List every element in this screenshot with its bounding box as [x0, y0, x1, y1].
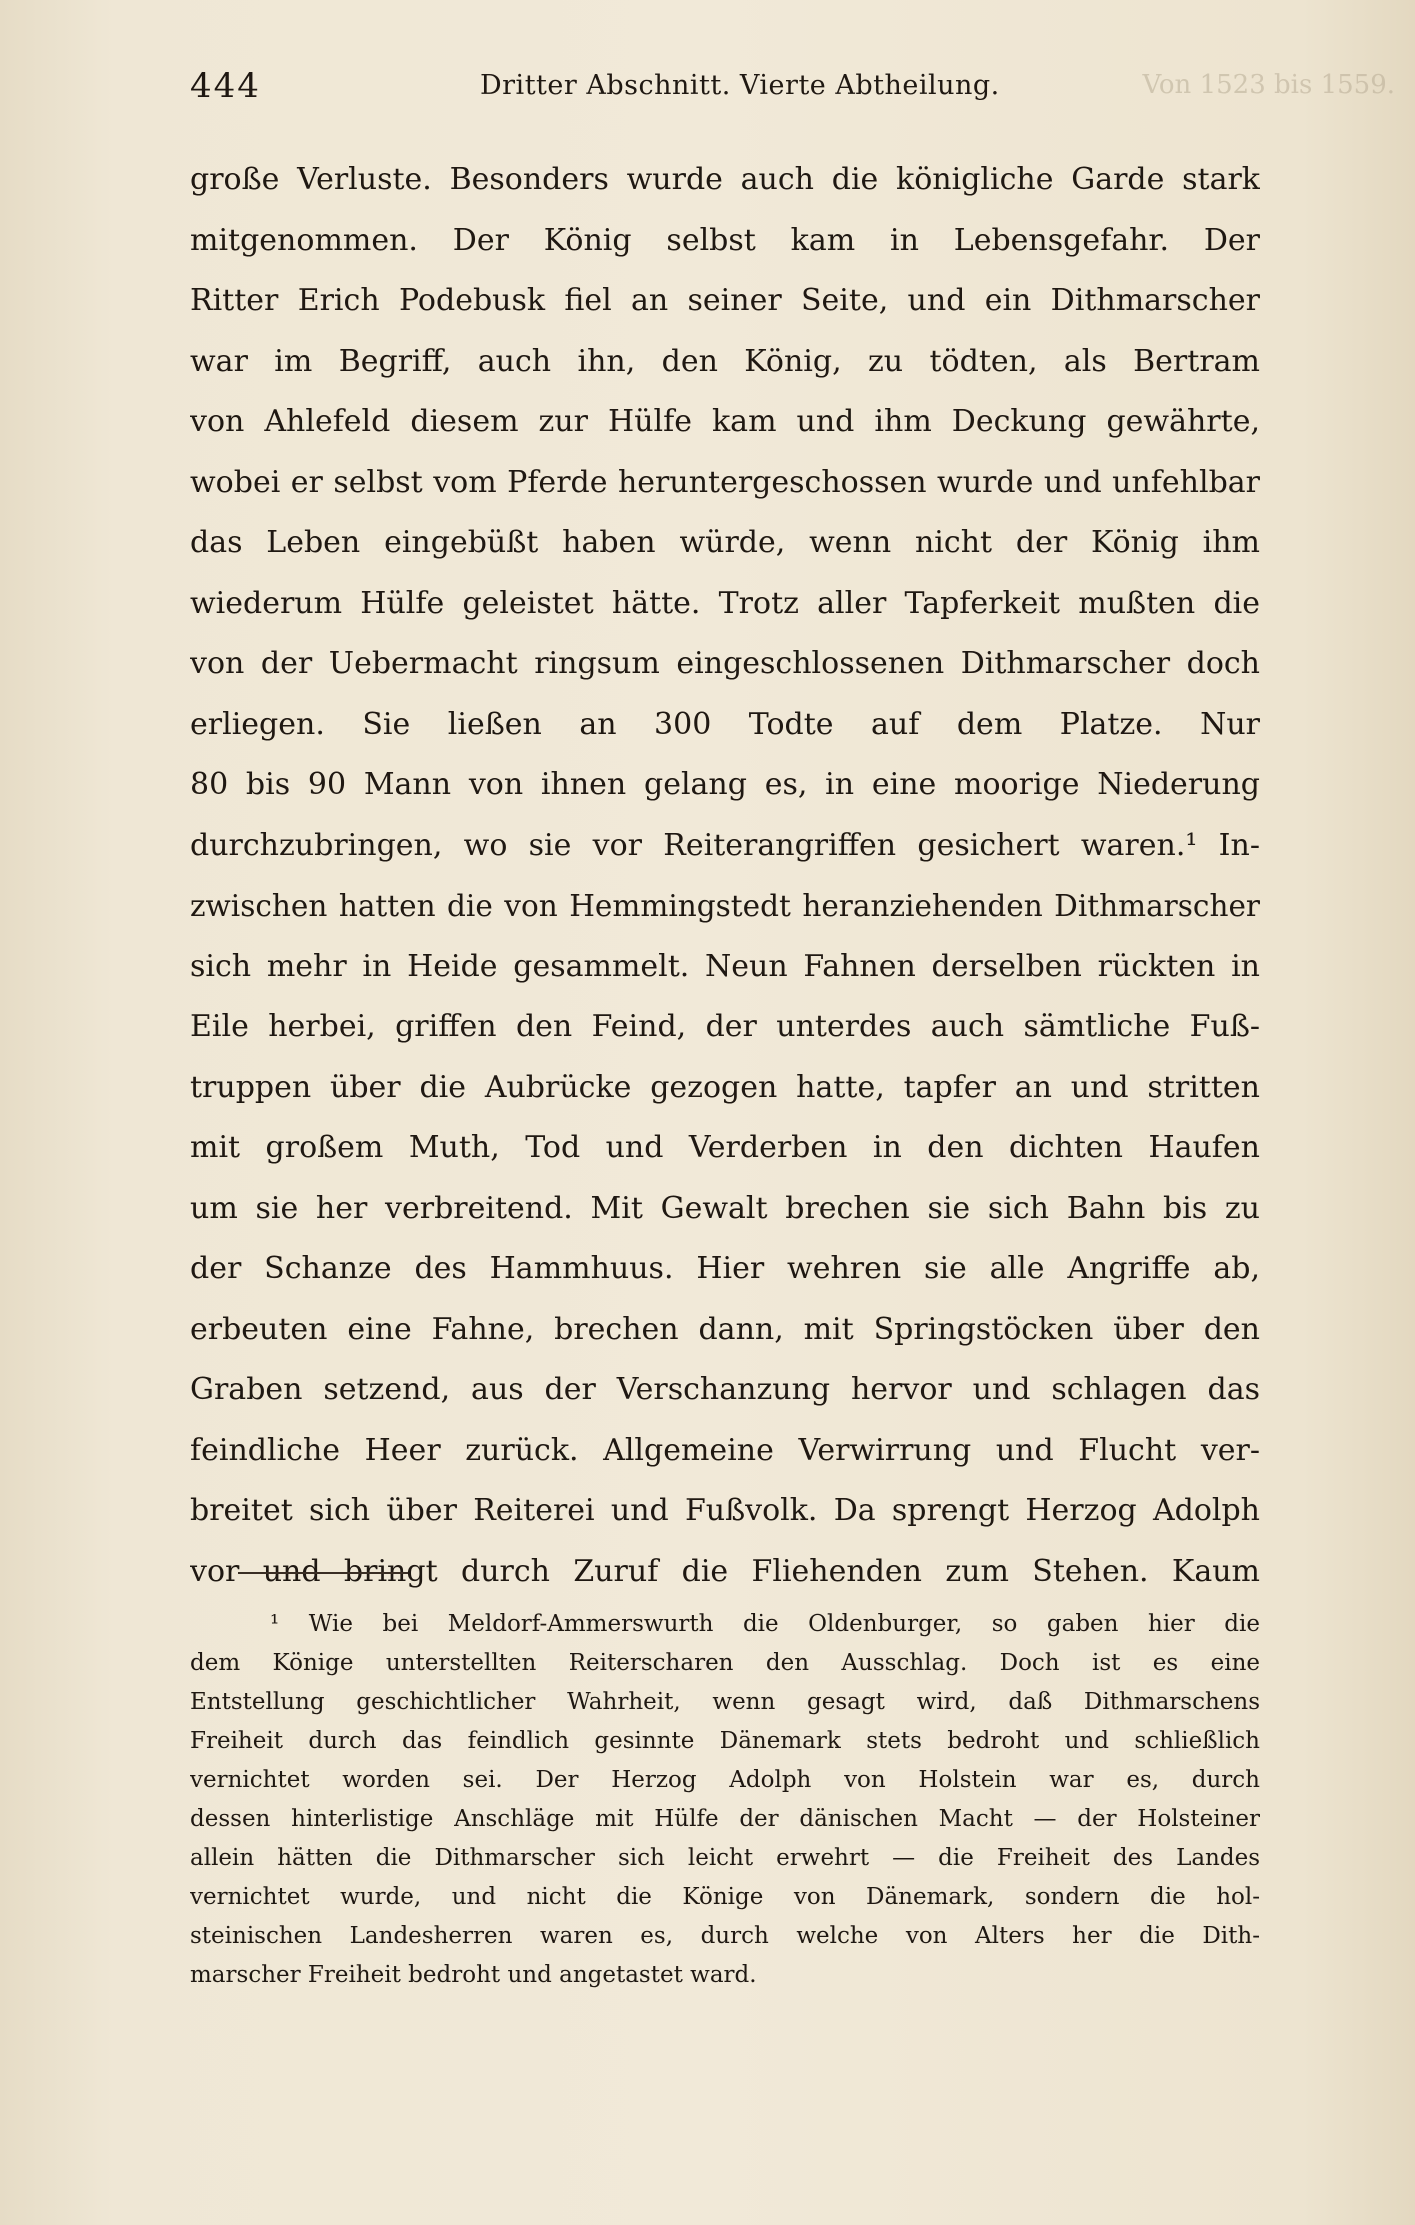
footnote-divider: [238, 1572, 408, 1574]
text-line: durchzubringen, wo sie vor Reiterangriffen gesichert waren.¹ In-: [190, 827, 1260, 863]
text-line: feindliche Heer zurück. Allgemeine Verwirrung und Flucht ver-: [190, 1432, 1260, 1468]
footnote-line: Entstellung geschichtlicher Wahrheit, wenn gesagt wird, daß Dithmarschens: [190, 1689, 1260, 1715]
page-header: [190, 66, 1250, 106]
page-number: 444: [190, 66, 261, 106]
footnote-line: dem Könige unterstellten Reiterscharen den Ausschlag. Doch ist es eine: [190, 1650, 1260, 1676]
main-text: [190, 150, 1260, 1602]
text-line: um sie her verbreitend. Mit Gewalt brechen sie sich Bahn bis zu: [190, 1190, 1260, 1226]
footnote-line: allein hätten die Dithmarscher sich leicht erwehrt — die Freiheit des Landes: [190, 1845, 1260, 1871]
running-head: Dritter Abschnitt. Vierte Abtheilung.: [480, 70, 1000, 101]
text-line: sich mehr in Heide gesammelt. Neun Fahnen derselben rückten in: [190, 948, 1260, 984]
footnote-line: steinischen Landesherren waren es, durch welche von Alters her die Dith-: [190, 1923, 1260, 1949]
footnote-line: vernichtet worden sei. Der Herzog Adolph von Holstein war es, durch: [190, 1767, 1260, 1793]
text-line: Ritter Erich Podebusk fiel an seiner Seite, und ein Dithmarscher: [190, 283, 1260, 318]
footnotes: [190, 1605, 1260, 1995]
text-line: Graben setzend, aus der Verschanzung hervor und schlagen das: [190, 1372, 1260, 1407]
text-line: Eile herbei, griffen den Feind, der unterdes auch sämtliche Fuß-: [190, 1009, 1260, 1044]
footnote-line: Freiheit durch das feindlich gesinnte Dänemark stets bedroht und schließlich: [190, 1728, 1260, 1754]
show-through-text: Von 1523 bis 1559.: [1142, 70, 1395, 100]
text-line: wiederum Hülfe geleistet hätte. Trotz aller Tapferkeit mußten die: [190, 585, 1260, 621]
footnote-line: vernichtet wurde, und nicht die Könige von Dänemark, sondern die hol-: [190, 1884, 1260, 1910]
text-line: vor und bringt durch Zuruf die Fliehenden zum Stehen. Kaum: [190, 1553, 1260, 1589]
text-line: von der Uebermacht ringsum eingeschlossenen Dithmarscher doch: [190, 646, 1260, 681]
footnote-line: dessen hinterlistige Anschläge mit Hülfe der dänischen Macht — der Holsteiner: [190, 1806, 1260, 1832]
footnote-line: marscher Freiheit bedroht und angetastet ward.: [190, 1962, 757, 1988]
text-line: erbeuten eine Fahne, brechen dann, mit Springstöcken über den: [190, 1311, 1260, 1347]
text-line: der Schanze des Hammhuus. Hier wehren sie alle Angriffe ab,: [190, 1251, 1260, 1286]
text-line: erliegen. Sie ließen an 300 Todte auf dem Platze. Nur: [190, 706, 1260, 742]
text-line: war im Begriff, auch ihn, den König, zu tödten, als Bertram: [190, 343, 1260, 379]
text-line: 80 bis 90 Mann von ihnen gelang es, in eine moorige Niederung: [190, 767, 1260, 802]
text-line: mit großem Muth, Tod und Verderben in den dichten Haufen: [190, 1130, 1260, 1165]
text-line: von Ahlefeld diesem zur Hülfe kam und ihm Deckung gewährte,: [190, 404, 1260, 439]
footnote-line: ¹ Wie bei Meldorf-Ammerswurth die Oldenburger, so gaben hier die: [270, 1611, 1260, 1637]
text-line: zwischen hatten die von Hemmingstedt heranziehenden Dithmarscher: [190, 889, 1260, 923]
text-line: das Leben eingebüßt haben würde, wenn nicht der König ihm: [190, 525, 1260, 560]
text-line: breitet sich über Reiterei und Fußvolk. Da sprengt Herzog Adolph: [190, 1493, 1260, 1528]
text-line: mitgenommen. Der König selbst kam in Lebensgefahr. Der: [190, 222, 1260, 258]
text-line: wobei er selbst vom Pferde heruntergeschossen wurde und unfehlbar: [190, 464, 1260, 500]
text-line: große Verluste. Besonders wurde auch die königliche Garde stark: [190, 162, 1260, 197]
text-line: truppen über die Aubrücke gezogen hatte, tapfer an und stritten: [190, 1069, 1260, 1105]
